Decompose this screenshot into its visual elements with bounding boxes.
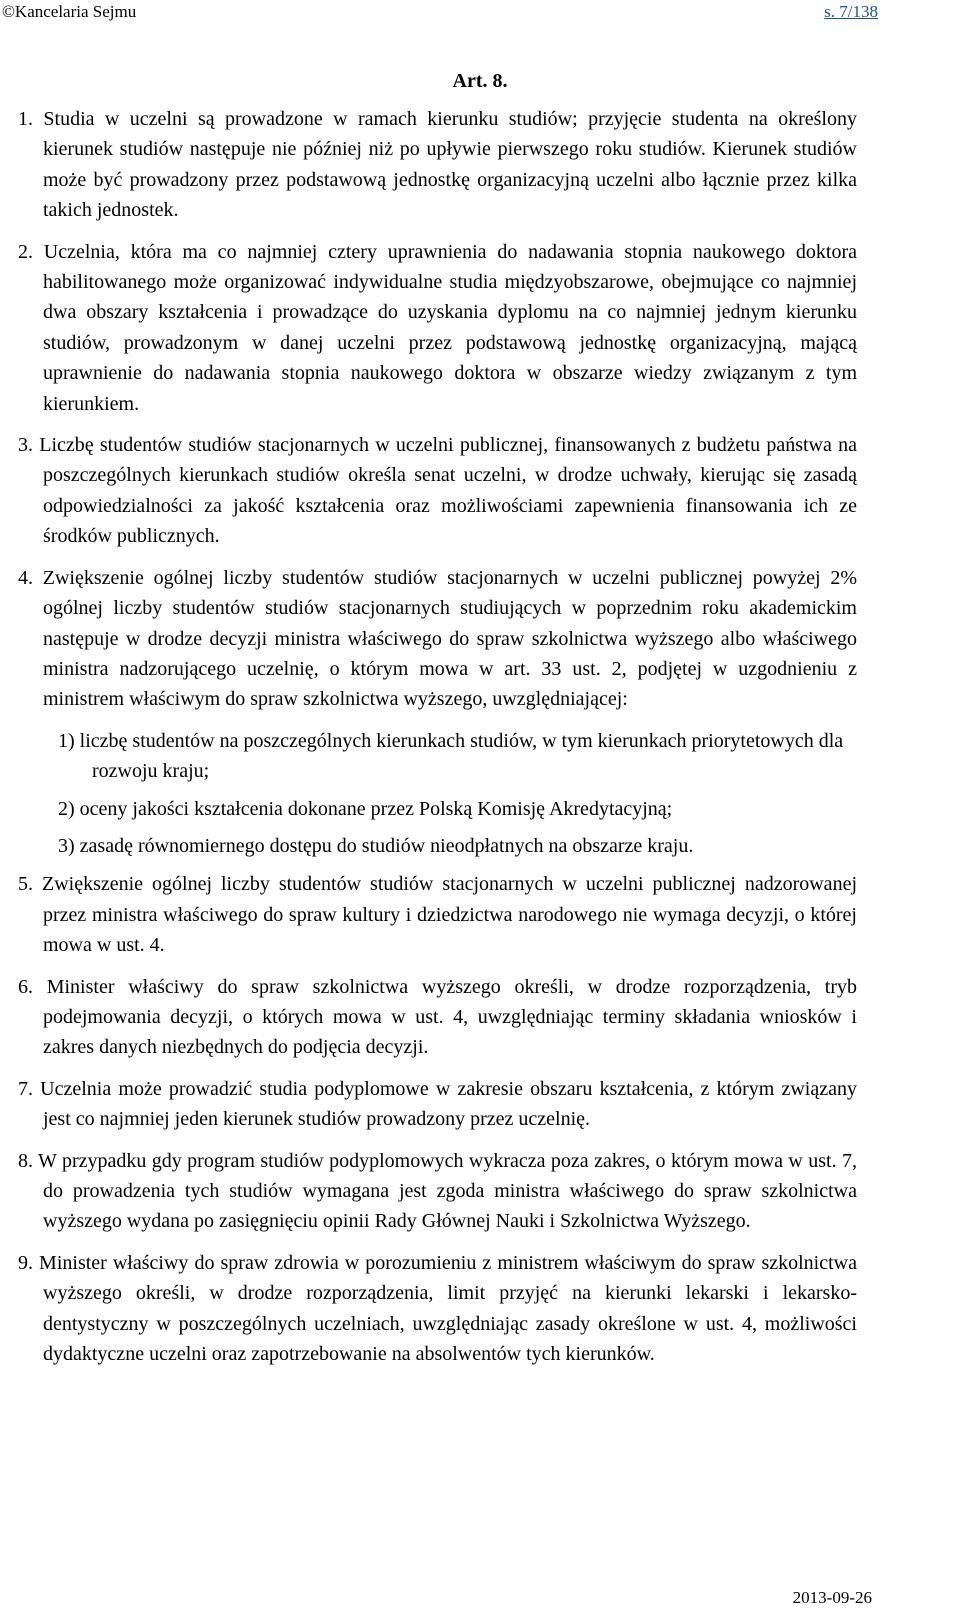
paragraph-8: 8. W przypadku gdy program studiów podyplomowych wykracza poza zakres, o którym mowa w ust. 7, do prowadzenia tych studiów wymagana jest zgoda ministra właściwego do spraw szkolnictwa wyższego wydana po zasięgnięciu opinii Rady Głównej Nauki i Szkolnictwa Wyższego. bbox=[18, 1149, 857, 1233]
paragraph-6: 6. Minister właściwy do spraw szkolnictwa wyższego określi, w drodze rozporządzenia, tryb podejmowania decyzji, o których mowa w ust. 4, uwzględniając terminy składania wniosków i zakres danych niezbędnych do podjęcia decyzji. bbox=[18, 975, 857, 1059]
paragraph-4-points bbox=[18, 726, 857, 862]
paragraph-7: 7. Uczelnia może prowadzić studia podyplomowe w zakresie obszaru kształcenia, z którym związany jest co najmniej jeden kierunek studiów prowadzony przez uczelnię. bbox=[18, 1077, 857, 1131]
point-1: 1) liczbę studentów na poszczególnych kierunkach studiów, w tym kierunkach priorytetowych dla rozwoju kraju; bbox=[58, 729, 844, 783]
article-title: Art. 8. bbox=[452, 70, 508, 92]
header-publisher: ©Kancelaria Sejmu bbox=[2, 2, 137, 21]
header-page-number-link[interactable]: s. 7/138 bbox=[824, 2, 878, 21]
article-body bbox=[18, 104, 857, 1380]
paragraph-9: 9. Minister właściwy do spraw zdrowia w porozumieniu z ministrem właściwym do spraw szkolnictwa wyższego określi, w drodze rozporządzenia, limit przyjęć na kierunki lekarski i lekarsko-dentystyczny w poszczególnych uczelniach, uwzględniając zasady określone w ust. 4, możliwości dydaktyczne uczelni oraz zapotrzebowanie na absolwentów tych kierunków. bbox=[18, 1251, 857, 1366]
point-3: 3) zasadę równomiernego dostępu do studiów nieodpłatnych na obszarze kraju. bbox=[58, 834, 694, 857]
paragraph-2: 2. Uczelnia, która ma co najmniej cztery uprawnienia do nadawania stopnia naukowego doktora habilitowanego może organizować indywidualne studia międzyobszarowe, obejmujące co najmniej dwa obszary kształcenia i prowadzące do uzyskania dyplomu na co najmniej jednym kierunku studiów, prowadzonym w danej uczelni przez podstawową jednostkę organizacyjną, mającą uprawnienie do nadawania stopnia naukowego doktora w obszarze wiedzy związanym z tym kierunkiem. bbox=[18, 240, 857, 415]
paragraph-1: 1. Studia w uczelni są prowadzone w ramach kierunku studiów; przyjęcie studenta na określony kierunek studiów następuje nie później niż po upływie pierwszego roku studiów. Kierunek studiów może być prowadzony przez podstawową jednostkę organizacyjną uczelni albo łącznie przez kilka takich jednostek. bbox=[18, 108, 857, 222]
paragraph-4: 4. Zwiększenie ogólnej liczby studentów studiów stacjonarnych w uczelni publicznej powyżej 2% ogólnej liczby studentów studiów stacjonarnych studiujących w poprzednim roku akademickim następuje w drodze decyzji ministra właściwego do spraw szkolnictwa wyższego albo właściwego ministra nadzorującego uczelnię, o którym mowa w art. 33 ust. 2, podjętej w uzgodnieniu z ministrem właściwym do spraw szkolnictwa wyższego, uwzględniającej: bbox=[18, 566, 857, 711]
paragraph-3: 3. Liczbę studentów studiów stacjonarnych w uczelni publicznej, finansowanych z budżetu państwa na poszczególnych kierunkach studiów określa senat uczelni, w drodze uchwały, kierując się zasadą odpowiedzialności za jakość kształcenia oraz możliwościami zapewnienia finansowania ich ze środków publicznych. bbox=[18, 434, 857, 548]
point-2: 2) oceny jakości kształcenia dokonane przez Polską Komisję Akredytacyjną; bbox=[58, 797, 673, 820]
paragraph-5: 5. Zwiększenie ogólnej liczby studentów studiów stacjonarnych w uczelni publicznej nadzorowanej przez ministra właściwego do spraw kultury i dziedzictwa narodowego nie wymaga decyzji, o której mowa w ust. 4. bbox=[18, 873, 857, 957]
footer-date: 2013-09-26 bbox=[792, 1588, 872, 1607]
